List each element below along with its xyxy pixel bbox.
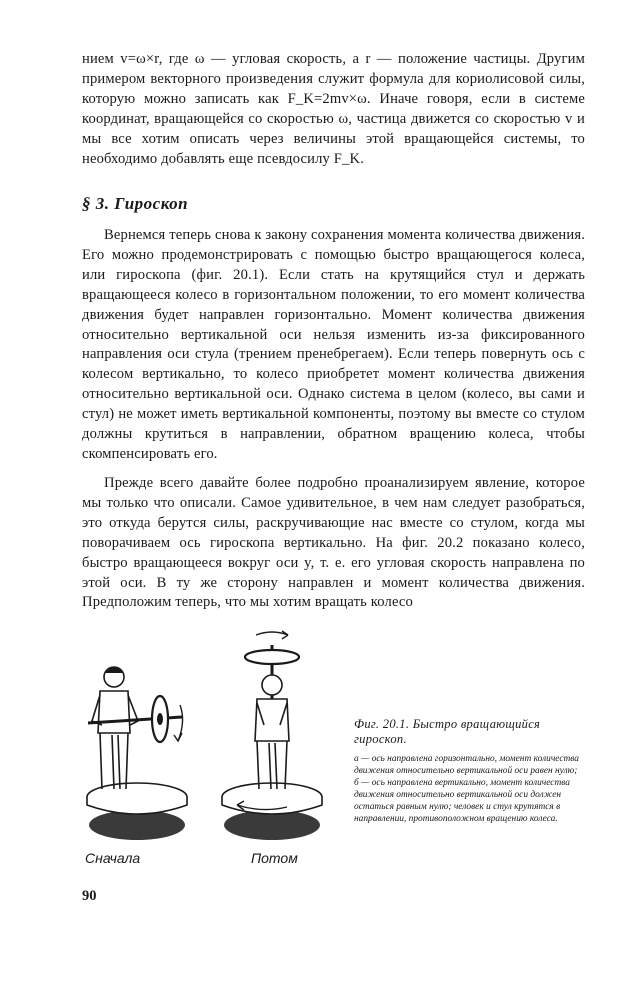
- head-right: [262, 675, 282, 695]
- person-holding-horizontal-wheel: [87, 667, 187, 840]
- person-holding-vertical-wheel: [222, 631, 322, 840]
- paragraph-gyroscope-1-text: Вернемся теперь снова к закону сохранения момента количества движения. Его можно продемонстрировать с помощью быстро вращающегося колеса, или гироскопа (фиг. 20.1). Если стать на крутящийся стул и держать вращающееся колесо в горизонтальном положении, то его момент количества движения будет направлен горизонтально. Момент количества движения относительно вертикальной оси нельзя изменить из-за фиксированного направления оси стула (трением пренебрегаем). Если теперь повернуть ось с колесом вертикально, то колесо приобретет момент количества движения относительно вертикальной оси. Однако система в целом (колесо, вы сами и стул) не может иметь вертикальной компоненты, поэтому вы вместе со стулом должны крутиться в направлении, обратном вращению колеса, чтобы скомпенсировать его.: [82, 227, 585, 462]
- figure-label-after: Потом: [251, 850, 298, 866]
- figure-caption-title: Фиг. 20.1. Быстро вращающийся гироскоп.: [354, 717, 541, 746]
- rotation-arrow-right: [256, 631, 288, 639]
- section-heading: § 3. Гироскоп: [82, 194, 189, 213]
- torso-left: [98, 691, 130, 733]
- paragraph-gyroscope-2: [82, 474, 585, 613]
- legs-right: [257, 741, 287, 789]
- rotation-arrow-left: [174, 705, 183, 741]
- paragraph-intro-text: нием v=ω×r, где ω — угловая скорость, а r — положение частицы. Другим примером векторного произведения служит формула для кориолисовой силы, которую можно записать как F_K=2mv×ω. Иначе говоря, если в системе координат, вращающейся со скоростью ω, частица движется со скоростью v и мы все хотим описать через величины этой вращающейся системы, то необходимо добавлять еще псевдосилу F_K.: [82, 51, 585, 167]
- wheel-right: [245, 650, 299, 664]
- figure-caption: [354, 717, 584, 825]
- paragraph-intro: [82, 50, 585, 169]
- page-number: 90: [82, 888, 97, 904]
- legs-left: [100, 733, 128, 789]
- torso-right: [255, 699, 289, 741]
- figure-caption-body: а — ось направлена горизонтально, момент количества движения относительно вертикальной оси равен нулю; б — ось направлена вертикально, момент количества движения относительно вертикальной оси должен остаться равным нулю; человек и стул крутятся в направлении, противоположном вращению колеса.: [354, 754, 579, 824]
- stool-side-left: [87, 797, 187, 814]
- paragraph-gyroscope-2-text: Прежде всего давайте более подробно проанализируем явление, которое мы только что описали. Самое удивительное, в чем нам следует разобраться, это откуда берутся силы, раскручивающие нас вместе со стулом, когда мы поворачиваем ось гироскопа вертикально. На фиг. 20.2 показано колесо, быстро вращающееся вокруг оси y, т. е. его угловая скорость направлена по этой оси. В ту же сторону направлен и момент количества движения. Предположим теперь, что мы хотим вращать колесо: [82, 475, 585, 611]
- hair-left: [105, 667, 123, 673]
- wheel-hub-left: [157, 713, 163, 725]
- paragraph-gyroscope-1: [82, 226, 585, 465]
- figure-gyroscope-illustration: [82, 625, 352, 870]
- figure-label-before: Сначала: [85, 850, 141, 866]
